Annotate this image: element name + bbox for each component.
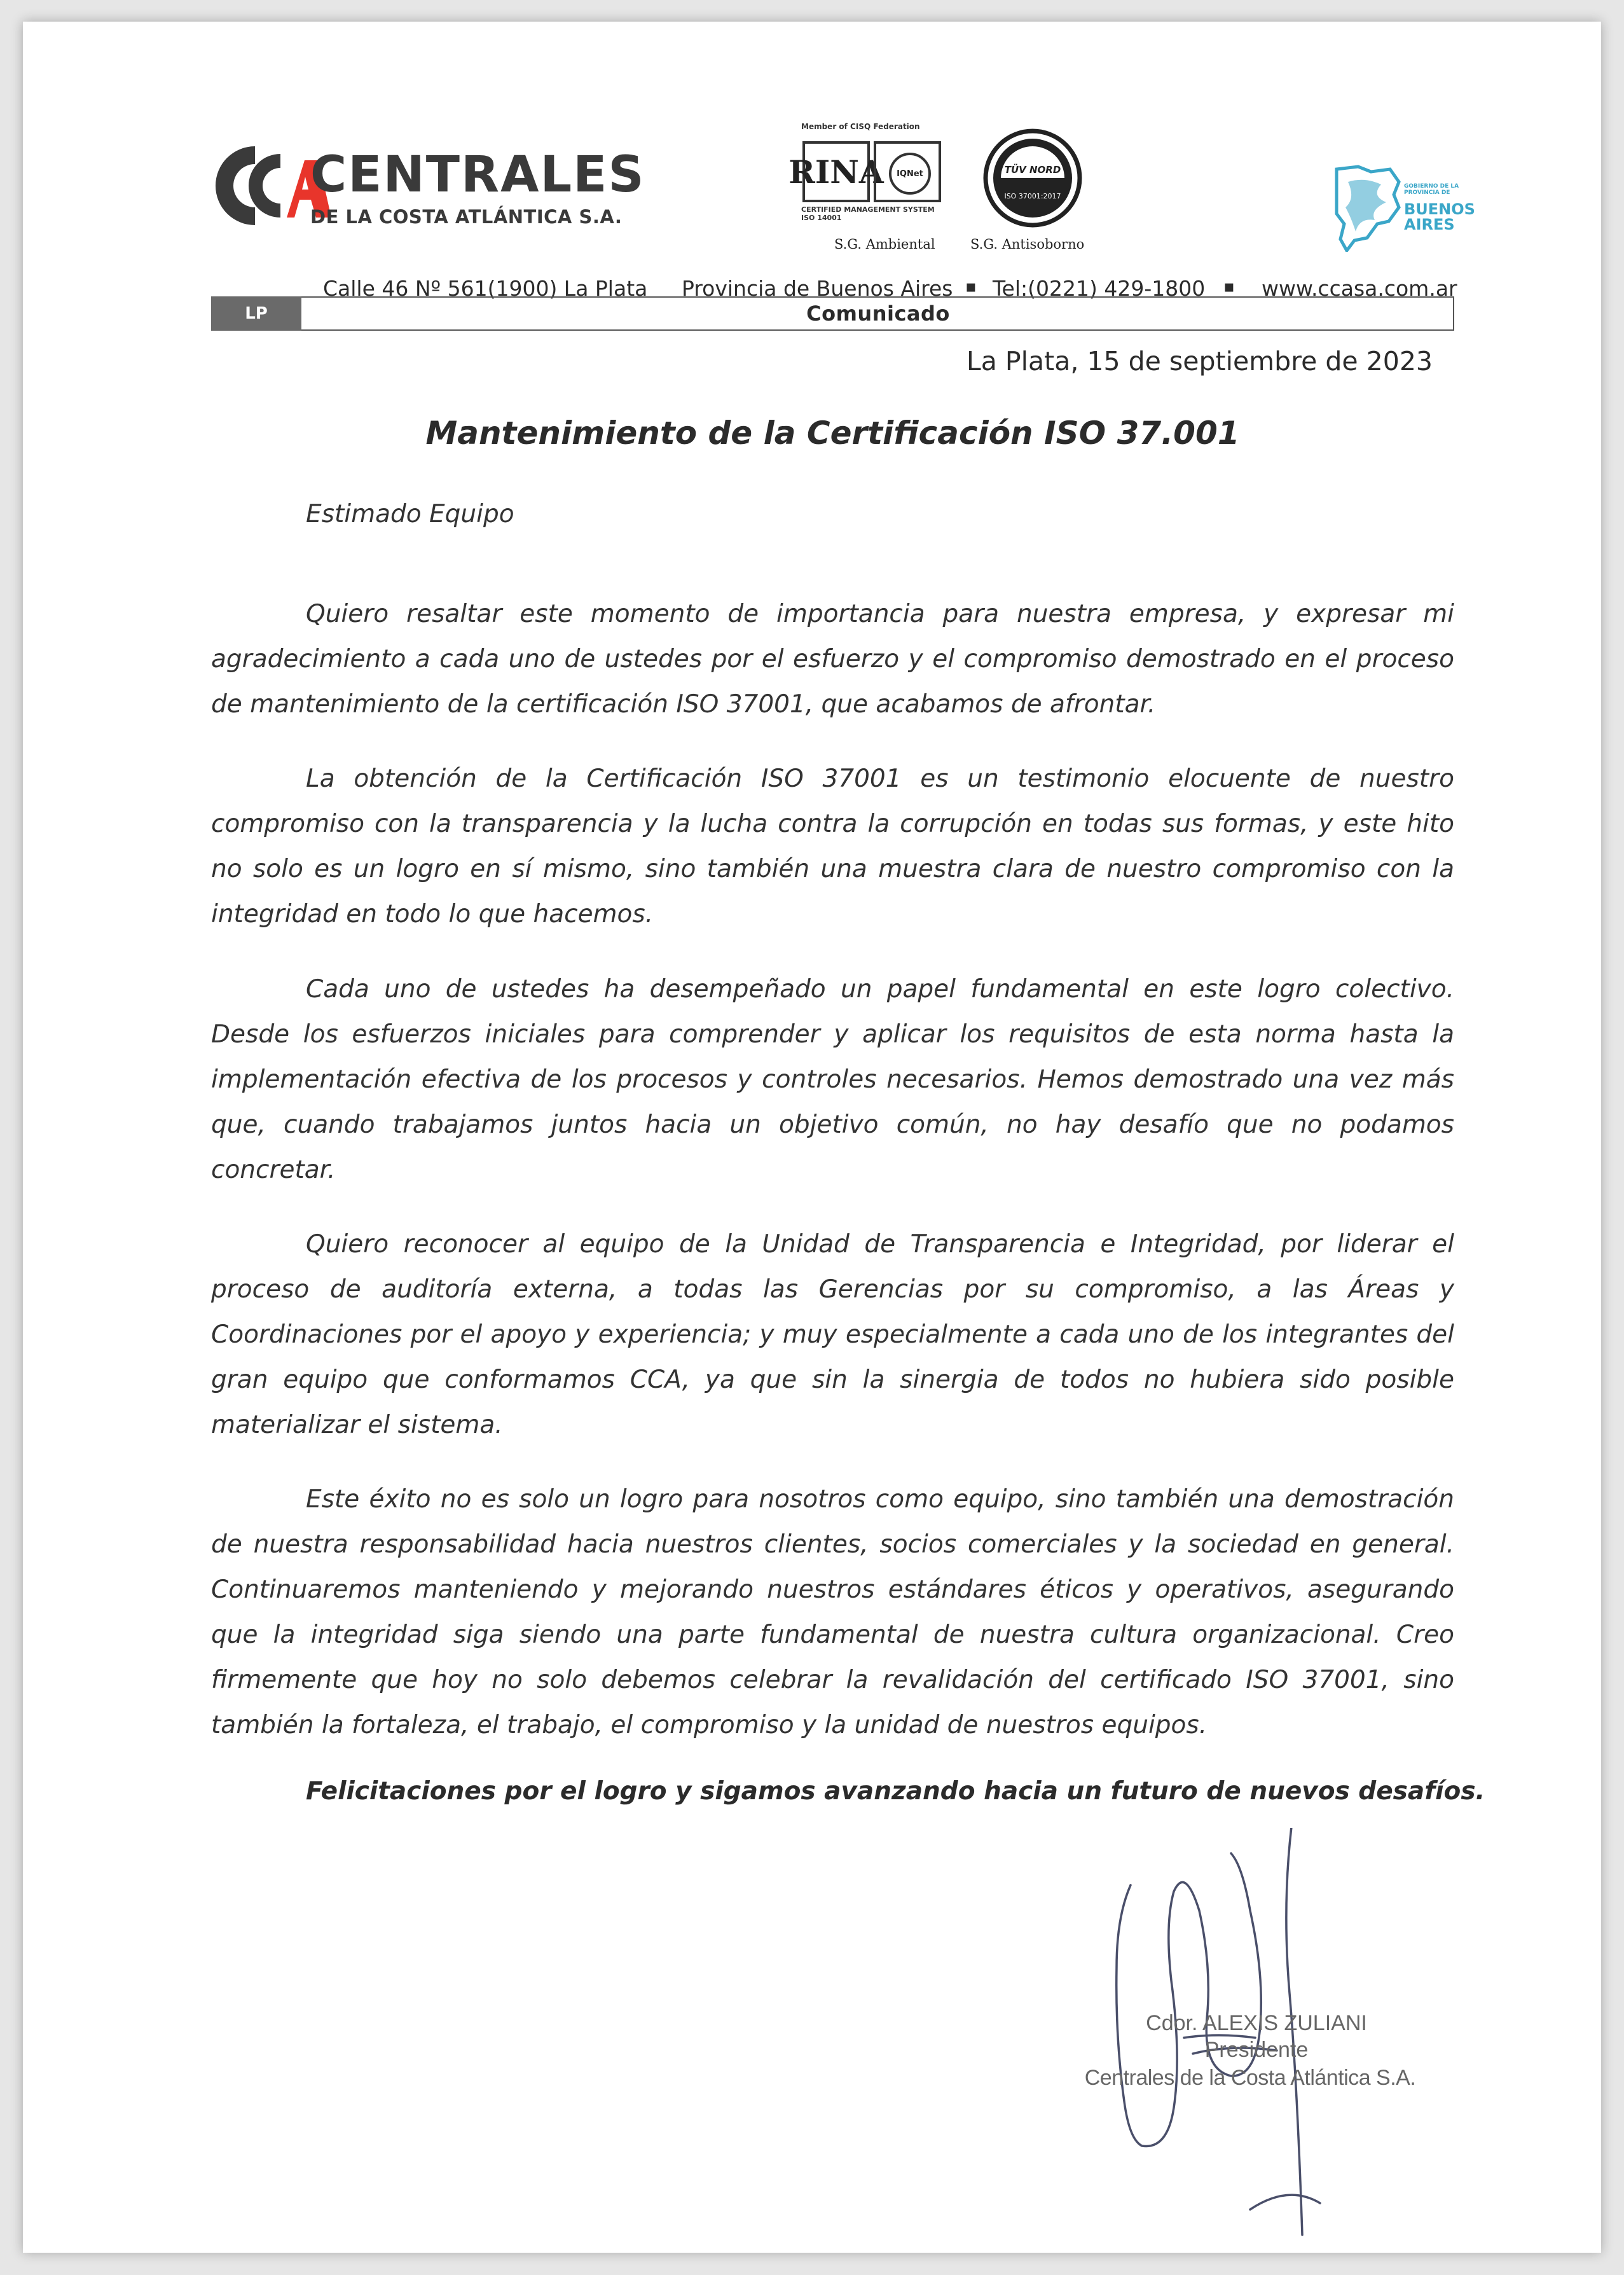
contact-separator: ▪ (965, 277, 977, 296)
rina-cert-line2: ISO 14001 (801, 213, 842, 222)
signatory-organization: Centrales de la Costa Atlántica S.A. (1084, 2066, 1416, 2090)
document-code: LP (211, 296, 301, 331)
greeting: Estimado Equipo (306, 500, 514, 529)
contact-province: Provincia de Buenos Aires (682, 276, 953, 301)
iqnet-logo (874, 141, 941, 202)
province-name: BUENOS AIRES (1404, 200, 1475, 233)
signatory-role: Presidente (1204, 2038, 1309, 2062)
contact-address: Calle 46 Nº 561(1900) La Plata (323, 276, 648, 301)
rina-member-text: Member of CISQ Federation (801, 122, 920, 131)
contact-separator: ▪ (1223, 277, 1235, 296)
document-date: La Plata, 15 de septiembre de 2023 (966, 346, 1433, 377)
rina-cert-text (801, 206, 935, 222)
iqnet-logo-text: IQNet (889, 153, 931, 195)
rina-cert-line1: CERTIFIED MANAGEMENT SYSTEM (801, 205, 935, 214)
paragraph-5: Este éxito no es solo un logro para nosotros como equipo, sino también una demostración de nuestra responsabilidad hacia nuestros clientes, socios comerciales y la sociedad en general. Continuaremos manteniendo y mejorando nuestros estándares éticos y operativos, asegurando que la integridad siga siendo una parte fundamental de nuestra cultura organizacional. Creo firmemente que hoy no solo debemos celebrar la revalidación del certificado ISO 37001, sino también la fortaleza, el trabajo, el compromiso y la unidad de nuestros equipos. (211, 1485, 1454, 1739)
document-title: Mantenimiento de la Certificación ISO 37.001 (425, 415, 1240, 452)
document-type-label: Comunicado (806, 301, 950, 326)
buenos-aires-map-icon (1333, 163, 1403, 252)
contact-phone: Tel:(0221) 429-1800 (993, 276, 1206, 301)
rina-logo: RINA (802, 141, 870, 202)
paragraph-2: La obtención de la Certificación ISO 37001 es un testimonio elocuente de nuestro compromiso con la transparencia y la lucha contra la corrupción en todas sus formas, y este hito no solo es un logro en sí mismo, sino también una muestra clara de nuestro compromiso con la integridad en todo lo que hacemos. (211, 764, 1454, 929)
paragraph-1: Quiero resaltar este momento de importancia para nuestra empresa, y expresar mi agradecimiento a cada uno de ustedes por el esfuerzo y el compromiso demostrado en el proceso de mantenimiento de la certificación ISO 37001, que acabamos de afrontar. (211, 600, 1454, 719)
province-government-text: GOBIERNO DE LA PROVINCIA DE (1404, 183, 1459, 197)
tuv-logo-text: TÜV NORD (1004, 164, 1061, 176)
closing-statement: Felicitaciones por el logro y sigamos avanzando hacia un futuro de nuevos desafíos. (306, 1777, 1485, 1806)
paragraph-3: Cada uno de ustedes ha desempeñado un papel fundamental en este logro colectivo. Desde los esfuerzos iniciales para comprender y aplicar los requisitos de esta norma hasta la implementación efectiva de los procesos y controles necesarios. Hemos demostrado una vez más que, cuando trabajamos juntos hacia un objetivo común, no hay desafío que no podamos concretar. (211, 975, 1454, 1184)
signatory-name: Cdor. ALEXIS ZULIANI (1146, 2011, 1367, 2035)
tuv-caption: S.G. Antisoborno (970, 237, 1085, 252)
contact-website: www.ccasa.com.ar (1262, 276, 1457, 301)
rina-caption: S.G. Ambiental (834, 237, 935, 252)
brand-subtitle: DE LA COSTA ATLÁNTICA S.A. (310, 206, 623, 228)
tuv-standard-text: ISO 37001:2017 (1004, 192, 1061, 200)
tuv-nord-logo-icon (979, 127, 1086, 229)
document-page (23, 22, 1601, 2253)
brand-name: CENTRALES (310, 146, 645, 204)
paragraph-4: Quiero reconocer al equipo de la Unidad de Transparencia e Integridad, por liderar el proceso de auditoría externa, a todas las Gerencias por su compromiso, a las Áreas y Coordinaciones por el apoyo y experiencia; y muy especialmente a cada uno de los integrantes del gran equipo que conformamos CCA, ya que sin la sinergia de todos no hubiera sido posible materializar el sistema. (211, 1230, 1454, 1439)
